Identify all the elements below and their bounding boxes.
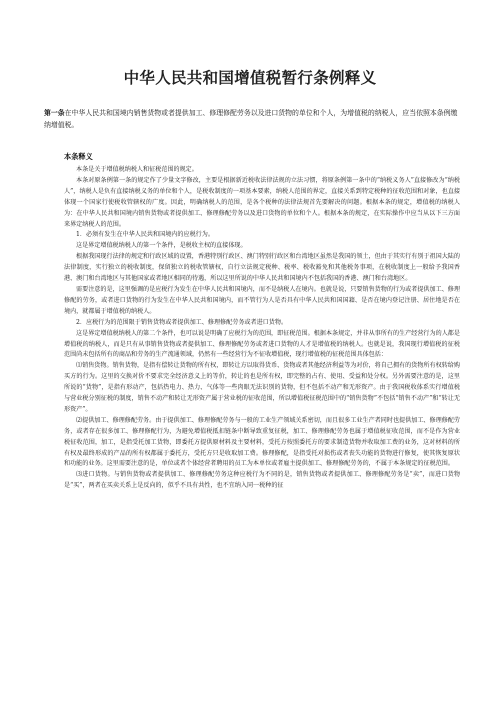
document-body	[64, 165, 460, 492]
paragraph: 2．应税行为的范围限于销售货物或者提供加工、修理修配劳务或者进口货物。	[76, 318, 288, 326]
paragraph: ⑶进口货物。与销售货物或者提供加工、修理修配劳务这种应税行为不同的是，销售货物或者提供加工、修理修配劳务是“卖”，而进口货物是“买”，两者在买卖关系上是反向的，似乎不具有共性，也不宜纳入同一税种的征	[64, 471, 460, 490]
paragraph: ⑴销售货物。销售货物，是指有偿转让货物的所有权，即转让方以取得货币、货物或者其他经济利益等为对价，将自己拥有的货物所有权转给购买方的行为。这里的交换对价不要求完全经济意义上的等价，转让的也是所有权，即完整的占有、使用、受益和处分权。另外需要注意的是，这里所说的“货物”，是指有形动产，包括热电力、热力、气体等一些肉眼无法识别的货物，但不包括不动产和无形资产。由于我国税收体系实行增值税与营业税分别征税的制度，销售不动产和转让无形资产属于营业税的征收范围，所以增值税征税范围中的“销售货物”不包括“销售不动产”和“转让无形资产”。	[64, 362, 460, 413]
paragraph: ⑵提供加工、修理修配劳务。由于提供加工、修理修配劳务与一般的工业生产领域关系密切，而且很多工业生产者同时也提供加工、修理修配劳务，或者存在很多加工、修理修配行为，为避免增值税抵扣链条中断导致重复征税，加工、修理修配劳务也属于增值税征收范围，而不是作为营业税征收范围，加工，是指受托加工货物，即委托方提供原材料及主要材料，受托方按照委托方的要求制造货物并收取加工费的业务，这对材料的所有权及最终形成的产品的所有权都属于委托方，受托方只是收取加工费。修理修配，是指受托对损伤或者丧失功能的货物进行修复，使其恢复原状和功能的业务。这里需要注意的是，单位或者个体经营者聘用的员工为本单位或者雇主提供加工、修理修配劳务的，不属于本条规定的征税范围。	[64, 416, 460, 468]
section-heading: 本条释义	[64, 152, 93, 161]
paragraph: 1．必须有发生在中华人民共和国境内的应税行为。	[76, 231, 214, 239]
article-one	[44, 108, 458, 131]
paragraph: 这是界定增值税纳税人的第一个条件，是税收主权的直接体现。	[76, 242, 247, 250]
paragraph: 根据我国现行法律的规定和行政区域的设置，香港特别行政区、澳门特别行政区和台湾地区虽然是我国的领土，但由于其实行有别于祖国大陆的法律制度，实行独立的税收制度，保留独立的税收管辖权，自行立法规定税种、税率、税收豁免和其他税务事项，在税收制度上一般给予我国香港、澳门和台湾地区与其他国家或者地区相同的待遇，所以这里所说的中华人民共和国境内不包括我国的香港、澳门和台湾地区。	[64, 253, 460, 283]
article-text: 在中华人民共和国境内销售货物或者提供加工、修理修配劳务以及进口货物的单位和个人，为增值税的纳税人，应当依照本条例缴纳增值税。	[44, 109, 458, 129]
document-title: 中华人民共和国增值税暂行条例释义	[123, 69, 377, 87]
paragraph: 本条对原条例第一条的规定作了少量文字修改，主要是根据新近税收法律法规的立法习惯，将原条例第一条中的“纳税义务人”直接修改为“纳税人”，纳税人是负有直接纳税义务的单位和个人，是税收制度的一项基本要素，纳税人范围的界定，直接关系到特定税种的征收范围和对象，也直接体现一个国家行使税收管辖权的广度。因此，明确纳税人的范围，是各个税种的法律法规首先要解决的问题。根据本条的规定，增值税的纳税人为：在中华人民共和国境内销售货物或者提供加工、修理修配劳务以及进口货物的单位和个人。根据本条的规定，在实际操作中应当从以下三方面来界定纳税人的范围。	[64, 176, 460, 228]
article-number: 第一条	[44, 109, 65, 117]
paragraph: 本条是关于增值税纳税人和征税范围的规定。	[76, 166, 198, 173]
paragraph: 需要注意的是，这里强调的是应税行为发生在中华人民共和国境内，而不是纳税人在境内。也就是说，只要销售货物的行为或者提供加工、修理修配的劳务，或者进口货物的行为发生在中华人民共和国境内，而不管行为人是否具有中华人民共和国国籍、是否在境内登记注册、居住地是否在境内，就都属于增值税的纳税人。	[64, 285, 460, 315]
paragraph: 这是界定增值税纳税人的第二个条件，也可以说是明确了应税行为的范围，即征税范围。根据本条规定，并非从事所有的生产经营行为的人都是增值税的纳税人，而是只有从事销售货物或者提供加工、修理修配劳务或者进口货物的人才是增值税的纳税人。也就是说，我国现行增值税的征税范围尚未包括所有的商品和劳务的生产流通领域，仍然有一些经营行为不征收增值税，现行增值税的征税范围具体包括：	[64, 329, 460, 359]
